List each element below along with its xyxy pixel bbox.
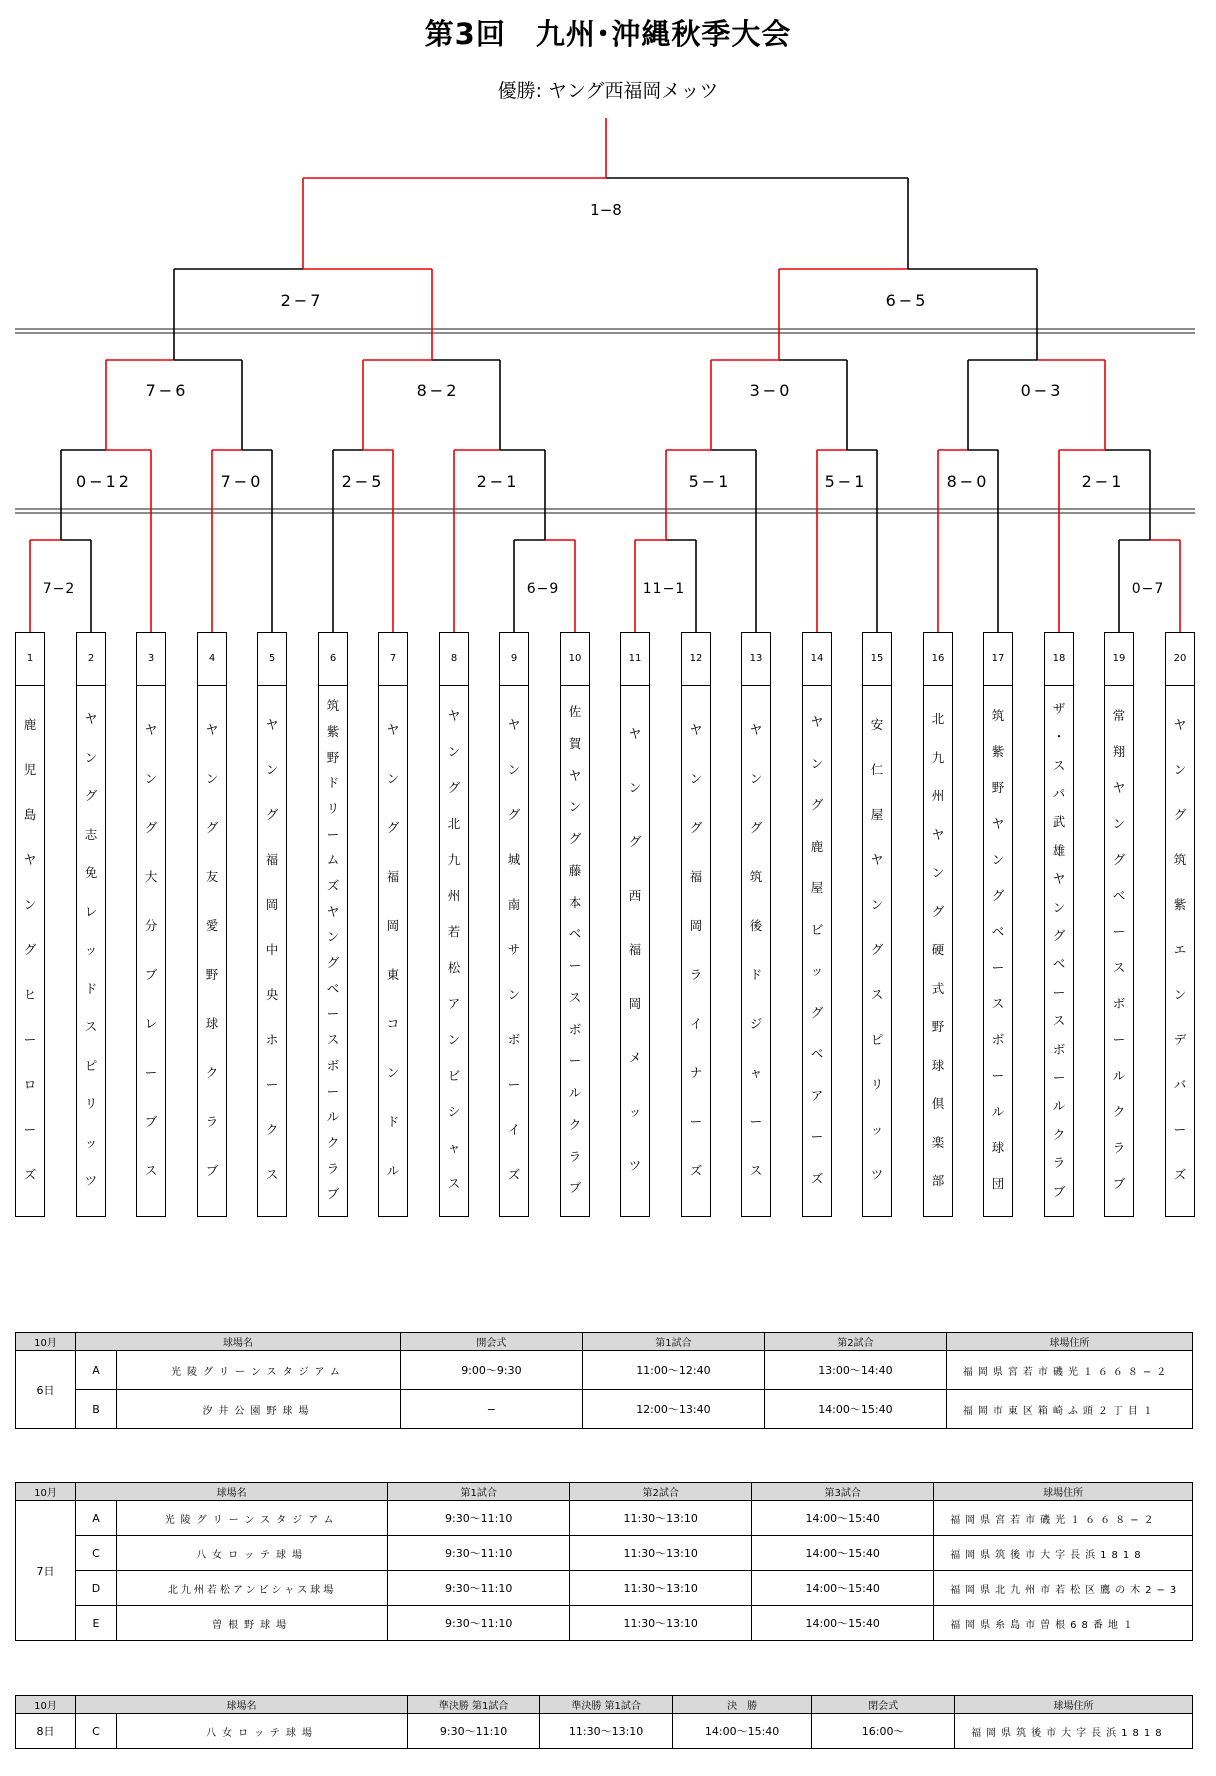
team-box	[197, 632, 227, 1217]
score-quarterfinal-2: 8−2	[416, 381, 460, 400]
time-cell: 14:00〜15:40	[752, 1501, 934, 1536]
team-number: 12	[682, 633, 710, 686]
column-header: 第2試合	[764, 1333, 946, 1351]
time-cell: 11:30〜13:10	[570, 1606, 752, 1641]
score-final: 1−8	[590, 201, 622, 219]
score-round1-2: 6−9	[526, 581, 560, 597]
team-name: ヤ ン グ 城 南 サ ン ボ ー イ ズ	[507, 717, 521, 1182]
column-header: 球場住所	[946, 1333, 1192, 1351]
time-cell: 11:30〜13:10	[570, 1501, 752, 1536]
team-number: 6	[319, 633, 347, 686]
venue-code: A	[76, 1351, 117, 1390]
team-number: 16	[924, 633, 952, 686]
venue-code: D	[76, 1571, 117, 1606]
team-name: 常 翔 ヤ ン グ ベ ー ス ボ ー ル ク ラ ブ	[1112, 708, 1126, 1191]
score-round1-1: 7−2	[42, 581, 76, 597]
venue-address: 福岡県糸島市曽根68番地１	[934, 1606, 1193, 1641]
team-box	[983, 632, 1013, 1217]
score-quarterfinal-1: 7−6	[145, 381, 189, 400]
team-box	[439, 632, 469, 1217]
team-name: 筑 紫 野 ヤ ン グ ベ ー ス ボ ー ル 球 団	[991, 708, 1005, 1191]
team-name: ザ ・ ス パ 武 雄 ヤ ン グ ベ ー ス ボ ー ル ク ラ ブ	[1052, 700, 1066, 1199]
team-name: ヤ ン グ 北 九 州 若 松 ア ン ビ シ ャ ス	[447, 708, 461, 1191]
column-header: 球場住所	[955, 1696, 1193, 1714]
time-cell: 14:00〜15:40	[752, 1536, 934, 1571]
time-cell: 12:00〜13:40	[582, 1390, 764, 1429]
time-cell: 14:00〜15:40	[752, 1606, 934, 1641]
team-name: ヤ ン グ 鹿 屋 ビ ッ グ ベ ア ー ズ	[810, 714, 824, 1186]
score-round2-3: 2−5	[341, 472, 385, 491]
column-header: 球場名	[76, 1333, 401, 1351]
column-header: 決 勝	[673, 1696, 812, 1714]
team-box	[257, 632, 287, 1217]
team-name: ヤ ン グ 筑 紫 エ ン デ バ ー ズ	[1173, 717, 1187, 1182]
column-header: 第1試合	[582, 1333, 764, 1351]
column-header: 準決勝 第1試合	[408, 1696, 540, 1714]
day-cell: 6日	[16, 1351, 76, 1429]
time-cell: 11:30〜13:10	[570, 1536, 752, 1571]
month-header: 10月	[16, 1483, 76, 1501]
venue-name: 汐井公園野球場	[117, 1390, 401, 1429]
time-cell: 9:30〜11:10	[388, 1606, 570, 1641]
time-cell: 11:00〜12:40	[582, 1351, 764, 1390]
team-number: 8	[440, 633, 468, 686]
venue-name: 八女ロッテ球場	[117, 1536, 388, 1571]
team-number: 18	[1045, 633, 1073, 686]
score-round2-1: 0−12	[76, 472, 132, 491]
venue-name: 光陵グリーンスタジアム	[117, 1351, 401, 1390]
column-header: 第1試合	[388, 1483, 570, 1501]
team-box	[136, 632, 166, 1217]
time-cell: 16:00〜	[812, 1714, 955, 1749]
time-cell: 9:30〜11:10	[388, 1571, 570, 1606]
score-quarterfinal-4: 0−3	[1020, 381, 1064, 400]
time-cell: 9:30〜11:10	[388, 1501, 570, 1536]
team-box	[862, 632, 892, 1217]
venue-name: 北九州若松アンビシャス球場	[117, 1571, 388, 1606]
team-number: 3	[137, 633, 165, 686]
score-round1-4: 0−7	[1131, 581, 1165, 597]
team-box	[560, 632, 590, 1217]
column-header: 球場名	[76, 1483, 388, 1501]
team-box	[620, 632, 650, 1217]
schedule-table-day3	[15, 1695, 1193, 1749]
team-name: ヤ ン グ 福 岡 ラ イ ナ ー ズ	[689, 721, 703, 1178]
score-round2-2: 7−0	[220, 472, 264, 491]
score-quarterfinal-3: 3−0	[749, 381, 793, 400]
team-box	[1165, 632, 1195, 1217]
team-name: ヤ ン グ 福 岡 中 央 ホ ー ク ス	[265, 717, 279, 1182]
score-round2-8: 2−1	[1081, 472, 1125, 491]
team-name: 鹿 児 島 ヤ ン グ ヒ ー ロ ー ズ	[23, 717, 37, 1182]
score-round2-5: 5−1	[688, 472, 732, 491]
venue-code: A	[76, 1501, 117, 1536]
column-header: 開会式	[400, 1333, 582, 1351]
team-name: 北 九 州 ヤ ン グ 硬 式 野 球 倶 楽 部	[931, 711, 945, 1189]
team-number: 4	[198, 633, 226, 686]
time-cell: 9:30〜11:10	[408, 1714, 540, 1749]
team-name: ヤ ン グ 友 愛 野 球 ク ラ ブ	[205, 721, 219, 1178]
team-box	[741, 632, 771, 1217]
team-number: 17	[984, 633, 1012, 686]
team-number: 15	[863, 633, 891, 686]
venue-address: 福岡県筑後市大字長浜1818	[955, 1714, 1193, 1749]
team-number: 2	[77, 633, 105, 686]
team-box	[378, 632, 408, 1217]
venue-address: 福岡県宮若市磯光１６６８−２	[934, 1501, 1193, 1536]
schedule-table-day1	[15, 1332, 1193, 1429]
column-header: 第3試合	[752, 1483, 934, 1501]
team-number: 20	[1166, 633, 1194, 686]
champion-label: 優勝: ヤング西福岡メッツ	[497, 80, 719, 102]
team-box	[802, 632, 832, 1217]
time-cell: 11:30〜13:10	[570, 1571, 752, 1606]
column-header: 球場住所	[934, 1483, 1193, 1501]
team-name: 安 仁 屋 ヤ ン グ ス ピ リ ッ ツ	[870, 717, 884, 1182]
score-semifinal-left: 2−7	[280, 291, 324, 310]
score-semifinal-right: 6−5	[885, 291, 929, 310]
score-round2-6: 5−1	[824, 472, 868, 491]
column-header: 閉会式	[812, 1696, 955, 1714]
column-header: 球場名	[76, 1696, 408, 1714]
venue-name: 曽根野球場	[117, 1606, 388, 1641]
team-box	[1044, 632, 1074, 1217]
score-round2-4: 2−1	[476, 472, 520, 491]
team-box	[923, 632, 953, 1217]
time-cell: −	[400, 1390, 582, 1429]
team-number: 7	[379, 633, 407, 686]
team-number: 10	[561, 633, 589, 686]
team-number: 14	[803, 633, 831, 686]
team-name: ヤ ン グ 西 福 岡 メ ッ ツ	[628, 726, 642, 1173]
venue-address: 福岡県筑後市大字長浜1818	[934, 1536, 1193, 1571]
team-box	[681, 632, 711, 1217]
time-cell: 9:30〜11:10	[388, 1536, 570, 1571]
team-box	[499, 632, 529, 1217]
team-name: ヤ ン グ 筑 後 ド ジ ャ ー ス	[749, 721, 763, 1178]
venue-code: E	[76, 1606, 117, 1641]
team-box	[1104, 632, 1134, 1217]
team-box	[318, 632, 348, 1217]
venue-address: 福岡市東区箱崎ふ頭２丁目１	[946, 1390, 1192, 1429]
venue-code: B	[76, 1390, 117, 1429]
column-header: 第2試合	[570, 1483, 752, 1501]
schedule-table-day2	[15, 1482, 1193, 1641]
team-number: 9	[500, 633, 528, 686]
column-header: 準決勝 第1試合	[540, 1696, 673, 1714]
team-name: 佐 賀 ヤ ン グ 藤 本 ベ ー ス ボ ー ル ク ラ ブ	[568, 704, 582, 1196]
team-box	[15, 632, 45, 1217]
venue-code: C	[76, 1536, 117, 1571]
venue-address: 福岡県宮若市磯光１６６８−２	[946, 1351, 1192, 1390]
day-cell: 7日	[16, 1501, 76, 1641]
time-cell: 14:00〜15:40	[764, 1390, 946, 1429]
time-cell: 14:00〜15:40	[752, 1571, 934, 1606]
team-number: 1	[16, 633, 44, 686]
time-cell: 14:00〜15:40	[673, 1714, 812, 1749]
score-round2-7: 8−0	[946, 472, 990, 491]
team-name: ヤ ン グ 福 岡 東 コ ン ド ル	[386, 721, 400, 1178]
team-name: 筑 紫 野 ド リ ー ム ズ ヤ ン グ ベ ー ス ボ ー ル ク ラ ブ	[326, 698, 340, 1202]
team-name: ヤ ン グ 志 免 レ ッ ド ス ピ リ ッ ツ	[84, 711, 98, 1189]
team-box	[76, 632, 106, 1217]
month-header: 10月	[16, 1696, 76, 1714]
time-cell: 9:00〜9:30	[400, 1351, 582, 1390]
page-title: 第3回 九州･沖縄秋季大会	[424, 17, 792, 51]
time-cell: 13:00〜14:40	[764, 1351, 946, 1390]
time-cell: 11:30〜13:10	[540, 1714, 673, 1749]
score-round1-3: 11−1	[642, 581, 686, 597]
venue-code: C	[76, 1714, 117, 1749]
team-number: 19	[1105, 633, 1133, 686]
month-header: 10月	[16, 1333, 76, 1351]
venue-name: 光陵グリーンスタジアム	[117, 1501, 388, 1536]
team-number: 11	[621, 633, 649, 686]
venue-name: 八女ロッテ球場	[117, 1714, 408, 1749]
venue-address: 福岡県北九州市若松区鷹の木2−3	[934, 1571, 1193, 1606]
day-cell: 8日	[16, 1714, 76, 1749]
team-number: 5	[258, 633, 286, 686]
team-number: 13	[742, 633, 770, 686]
team-name: ヤ ン グ 大 分 ブ レ ー ブ ス	[144, 721, 158, 1178]
